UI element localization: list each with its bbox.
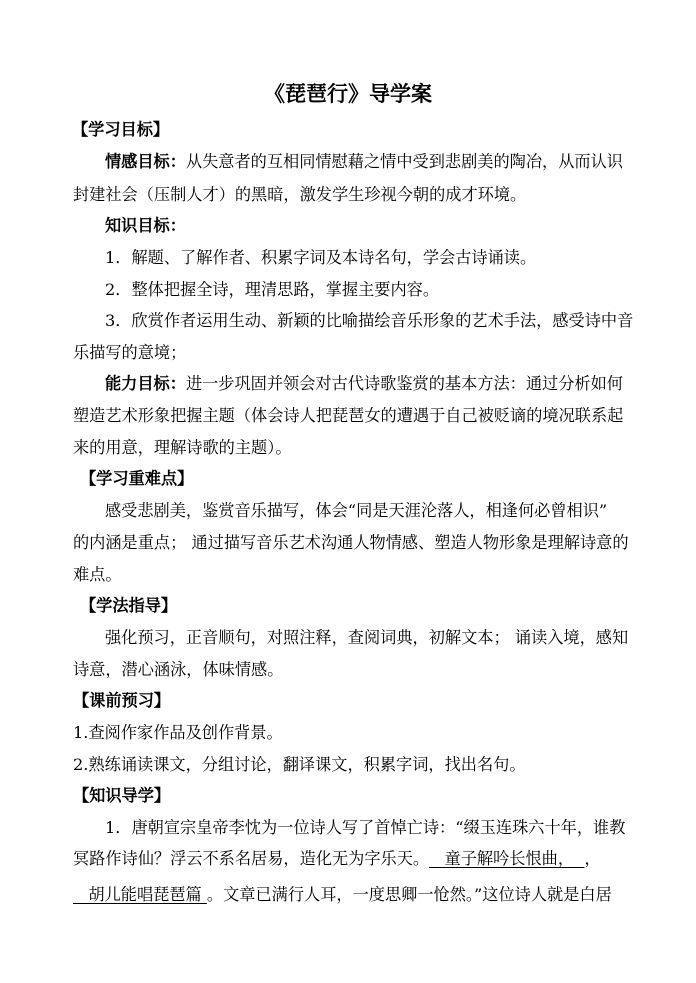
objectives-header: 【学习目标】 [72, 120, 170, 139]
knowledge-item-1: 1．解题、了解作者、积累字词及本诗名句，学会古诗诵读。 [105, 248, 537, 267]
key-points-line-1: 感受悲剧美，鉴赏音乐描写，体会“同是天涯沦落人，相逢何必曾相识” [105, 501, 608, 520]
emotion-goal-line-2: 封建社会（压制人才）的黑暗，激发学生珍视今朝的成才环境。 [73, 185, 527, 204]
guide-item-1-line-1: 1．唐朝宣宗皇帝李忱为一位诗人写了首悼亡诗：“缀玉连珠六十年，谁教 [105, 818, 626, 837]
key-points-line-2: 的内涵是重点； 通过描写音乐艺术沟通人物情感、塑造人物形象是理解诗意的 [73, 533, 629, 552]
preview-header: 【课前预习】 [73, 691, 171, 710]
guide-item-1-line-3 [73, 883, 612, 907]
preview-item-2: 2.熟练诵读课文，分组讨论，翻译课文，积累字词，找出名句。 [73, 755, 526, 774]
method-header: 【学法指导】 [80, 596, 178, 615]
page-title: 《琵琶行》导学案 [264, 81, 432, 106]
method-line-2: 诗意，潜心涵泳，体味情感。 [73, 660, 284, 679]
ability-goal-label: 能力目标： [105, 374, 186, 393]
preview-item-1: 1.查阅作家作品及创作背景。 [73, 723, 283, 742]
ability-goal-line-2: 塑造艺术形象把握主题（体会诗人把琵琶女的遭遇于自己被贬谪的境况联系起 [73, 406, 624, 425]
knowledge-item-2: 2．整体把握全诗，理清思路，掌握主要内容。 [105, 280, 440, 299]
guide-item-1-line-2 [73, 847, 601, 871]
key-points-line-3: 难点。 [73, 565, 122, 584]
key-points-header: 【学习重难点】 [80, 469, 194, 488]
guide-line-2-comma: ， [584, 849, 601, 868]
knowledge-item-3-line-2: 乐描写的意境； [73, 343, 187, 362]
method-line-1: 强化预习，正音顺句，对照注释，查阅词典，初解文本； 诵读入境，感知 [105, 628, 629, 647]
guide-line-2-text: 冥路作诗仙？浮云不系名居易，造化无为字乐天。 [73, 849, 430, 868]
emotion-goal-line-1 [105, 150, 623, 174]
knowledge-goal-label: 知识目标： [105, 216, 186, 235]
answer-blank-1: 童子解吟长恨曲， [429, 849, 585, 868]
ability-goal-line-3: 来的用意，理解诗歌的主题）。 [73, 438, 292, 457]
answer-blank-2: 胡儿能唱琵琶篇 [73, 885, 207, 904]
knowledge-item-3-line-1: 3．欣赏作者运用生动、新颖的比喻描绘音乐形象的艺术手法，感受诗中音 [105, 311, 634, 330]
emotion-goal-label: 情感目标： [105, 152, 186, 171]
ability-goal-line-1 [105, 372, 623, 396]
guide-line-3-text: 。文章已满行人耳，一度思卿一怆然。”这位诗人就是白居 [206, 885, 612, 904]
emotion-goal-text-1: 从失意者的互相同情慰藉之情中受到悲剧美的陶冶，从而认识 [185, 152, 623, 171]
guide-header: 【知识导学】 [73, 786, 171, 805]
ability-goal-text-1: 进一步巩固并领会对古代诗歌鉴赏的基本方法：通过分析如何 [185, 374, 623, 393]
